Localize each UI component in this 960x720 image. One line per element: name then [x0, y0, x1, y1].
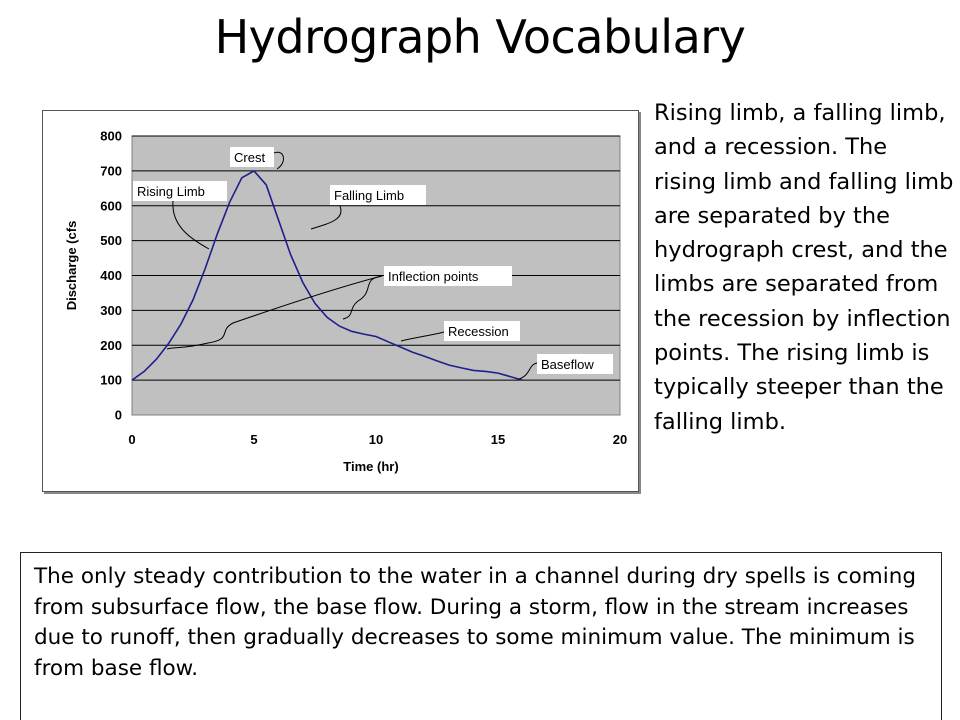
y-tick-label: 300	[100, 302, 122, 318]
y-axis-label: Discharge (cfs	[64, 220, 79, 311]
annotation-label: Baseflow	[541, 357, 594, 372]
annotation-label: Recession	[448, 324, 509, 339]
y-tick-label: 800	[100, 128, 122, 144]
y-tick-label: 0	[114, 407, 122, 423]
hydrograph-chart	[43, 111, 638, 491]
annotation-inflection-points	[384, 266, 512, 286]
annotation-label: Rising Limb	[137, 184, 205, 199]
bottom-paragraph-box	[20, 552, 942, 720]
y-tick-label: 400	[100, 268, 122, 283]
y-tick-label: 700	[100, 163, 122, 179]
annotation-label: Crest	[234, 150, 266, 165]
y-tick-label: 200	[100, 337, 122, 353]
annotation-label: Falling Limb	[334, 188, 405, 203]
annotation-label: Inflection points	[388, 269, 479, 284]
y-tick-label: 600	[100, 198, 122, 214]
x-tick-label: 5	[250, 432, 258, 447]
annotation-rising-limb	[133, 181, 227, 201]
x-tick-label: 0	[128, 432, 136, 447]
y-tick-label: 100	[100, 372, 122, 388]
hydrograph-figure	[42, 110, 639, 492]
annotation-falling-limb	[330, 185, 426, 205]
annotation-baseflow	[537, 354, 613, 374]
x-axis-label: Time (hr)	[343, 459, 399, 474]
side-paragraph: Rising limb, a falling limb, and a recession. The rising limb and falling limb are separated by the hydrograph crest, and the limbs are separated from the recession by inflection points. The rising limb is typically steeper than the falling limb.	[654, 100, 954, 435]
x-tick-label: 15	[490, 432, 506, 447]
annotation-crest	[230, 147, 274, 167]
x-tick-label: 10	[368, 432, 384, 447]
slide-title: Hydrograph Vocabulary	[214, 10, 746, 64]
bottom-paragraph: The only steady contribution to the water in a channel during dry spells is coming from subsurface flow, the base flow. During a storm, flow in the stream increases due to runoff, then gradually decreases to some minimum value. The minimum is from base flow.	[34, 564, 916, 681]
annotation-recession	[444, 321, 520, 341]
x-tick-label: 20	[612, 432, 628, 447]
y-tick-label: 500	[100, 233, 122, 249]
